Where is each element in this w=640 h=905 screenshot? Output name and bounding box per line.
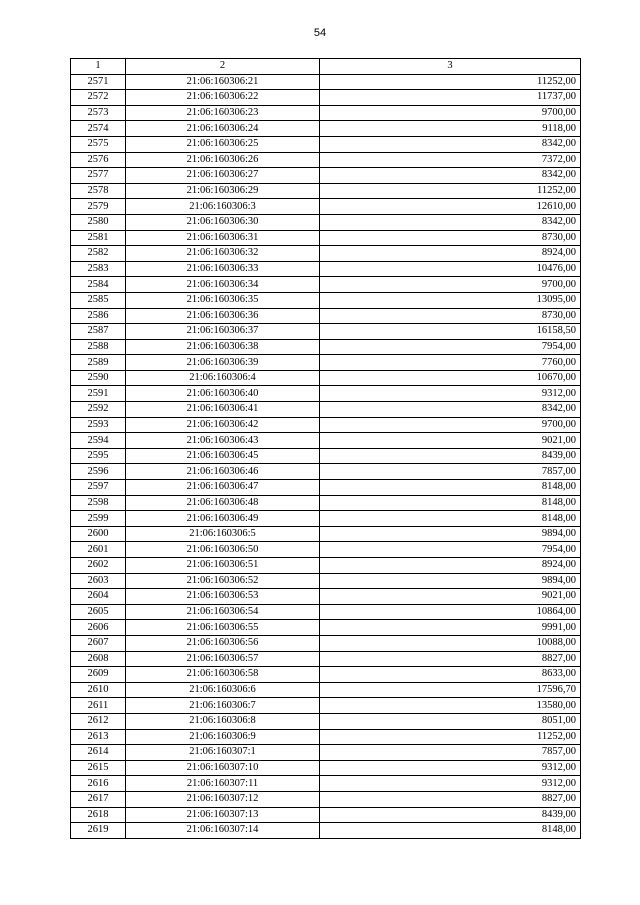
row-number-cell: 2607: [71, 635, 126, 651]
row-number-cell: 2613: [71, 729, 126, 745]
row-number-cell: 2619: [71, 823, 126, 839]
column-header: 3: [320, 59, 581, 75]
value-cell: 9312,00: [320, 776, 581, 792]
table-row: [71, 713, 581, 729]
cadastral-number-cell: 21:06:160306:4: [126, 370, 320, 386]
row-number-cell: 2612: [71, 713, 126, 729]
table-row: [71, 433, 581, 449]
cadastral-number-cell: 21:06:160306:56: [126, 635, 320, 651]
table-row: [71, 199, 581, 215]
cadastral-number-cell: 21:06:160306:45: [126, 448, 320, 464]
value-cell: 13095,00: [320, 292, 581, 308]
cadastral-number-cell: 21:06:160306:52: [126, 573, 320, 589]
cadastral-number-cell: 21:06:160306:7: [126, 698, 320, 714]
cadastral-number-cell: 21:06:160306:9: [126, 729, 320, 745]
value-cell: 8342,00: [320, 402, 581, 418]
table-row: [71, 386, 581, 402]
table-row: [71, 246, 581, 262]
cadastral-number-cell: 21:06:160307:14: [126, 823, 320, 839]
row-number-cell: 2589: [71, 355, 126, 371]
row-number-cell: 2614: [71, 745, 126, 761]
value-cell: 7954,00: [320, 339, 581, 355]
row-number-cell: 2602: [71, 558, 126, 574]
row-number-cell: 2586: [71, 308, 126, 324]
table-row: [71, 183, 581, 199]
table-row: [71, 277, 581, 293]
cadastral-number-cell: 21:06:160307:13: [126, 807, 320, 823]
cadastral-number-cell: 21:06:160306:30: [126, 214, 320, 230]
value-cell: 8148,00: [320, 823, 581, 839]
cadastral-number-cell: 21:06:160307:10: [126, 760, 320, 776]
cadastral-number-cell: 21:06:160306:48: [126, 495, 320, 511]
value-cell: 8148,00: [320, 511, 581, 527]
cadastral-number-cell: 21:06:160306:58: [126, 667, 320, 683]
row-number-cell: 2583: [71, 261, 126, 277]
cadastral-number-cell: 21:06:160306:53: [126, 589, 320, 605]
row-number-cell: 2592: [71, 402, 126, 418]
table-row: [71, 760, 581, 776]
table-row: [71, 745, 581, 761]
row-number-cell: 2584: [71, 277, 126, 293]
table-row: [71, 324, 581, 340]
row-number-cell: 2577: [71, 168, 126, 184]
value-cell: 8924,00: [320, 558, 581, 574]
value-cell: 8827,00: [320, 791, 581, 807]
row-number-cell: 2598: [71, 495, 126, 511]
row-number-cell: 2580: [71, 214, 126, 230]
cadastral-number-cell: 21:06:160306:42: [126, 417, 320, 433]
row-number-cell: 2587: [71, 324, 126, 340]
value-cell: 9991,00: [320, 620, 581, 636]
cadastral-number-cell: 21:06:160306:51: [126, 558, 320, 574]
value-cell: 9021,00: [320, 589, 581, 605]
row-number-cell: 2573: [71, 105, 126, 121]
value-cell: 7954,00: [320, 542, 581, 558]
cadastral-number-cell: 21:06:160306:34: [126, 277, 320, 293]
cadastral-number-cell: 21:06:160306:36: [126, 308, 320, 324]
cadastral-number-cell: 21:06:160306:6: [126, 682, 320, 698]
row-number-cell: 2601: [71, 542, 126, 558]
cadastral-number-cell: 21:06:160306:5: [126, 526, 320, 542]
row-number-cell: 2575: [71, 136, 126, 152]
cadastral-number-cell: 21:06:160306:22: [126, 90, 320, 106]
table-row: [71, 682, 581, 698]
cadastral-number-cell: 21:06:160306:32: [126, 246, 320, 262]
value-cell: 12610,00: [320, 199, 581, 215]
table-row: [71, 589, 581, 605]
cadastral-number-cell: 21:06:160306:37: [126, 324, 320, 340]
row-number-cell: 2605: [71, 604, 126, 620]
cadastral-number-cell: 21:06:160306:8: [126, 713, 320, 729]
cadastral-number-cell: 21:06:160306:29: [126, 183, 320, 199]
table-row: [71, 698, 581, 714]
value-cell: 10864,00: [320, 604, 581, 620]
table-row: [71, 511, 581, 527]
row-number-cell: 2616: [71, 776, 126, 792]
row-number-cell: 2571: [71, 74, 126, 90]
row-number-cell: 2600: [71, 526, 126, 542]
header-row: [71, 59, 581, 75]
value-cell: 13580,00: [320, 698, 581, 714]
cadastral-number-cell: 21:06:160306:35: [126, 292, 320, 308]
value-cell: 8051,00: [320, 713, 581, 729]
row-number-cell: 2590: [71, 370, 126, 386]
value-cell: 8148,00: [320, 495, 581, 511]
value-cell: 7760,00: [320, 355, 581, 371]
row-number-cell: 2582: [71, 246, 126, 262]
value-cell: 9312,00: [320, 386, 581, 402]
cadastral-number-cell: 21:06:160307:11: [126, 776, 320, 792]
cadastral-number-cell: 21:06:160306:40: [126, 386, 320, 402]
cadastral-number-cell: 21:06:160306:24: [126, 121, 320, 137]
table-row: [71, 651, 581, 667]
value-cell: 8730,00: [320, 230, 581, 246]
row-number-cell: 2617: [71, 791, 126, 807]
table-row: [71, 136, 581, 152]
value-cell: 7857,00: [320, 745, 581, 761]
value-cell: 9894,00: [320, 526, 581, 542]
value-cell: 9894,00: [320, 573, 581, 589]
table-row: [71, 214, 581, 230]
cadastral-number-cell: 21:06:160306:54: [126, 604, 320, 620]
table-row: [71, 480, 581, 496]
table-row: [71, 74, 581, 90]
table-row: [71, 339, 581, 355]
value-cell: 8342,00: [320, 214, 581, 230]
cadastral-number-cell: 21:06:160307:12: [126, 791, 320, 807]
row-number-cell: 2576: [71, 152, 126, 168]
row-number-cell: 2585: [71, 292, 126, 308]
table-row: [71, 729, 581, 745]
table-row: [71, 168, 581, 184]
page-number: 54: [313, 27, 327, 39]
cadastral-number-cell: 21:06:160306:49: [126, 511, 320, 527]
row-number-cell: 2581: [71, 230, 126, 246]
table-row: [71, 464, 581, 480]
cadastral-number-cell: 21:06:160306:3: [126, 199, 320, 215]
cadastral-number-cell: 21:06:160306:31: [126, 230, 320, 246]
value-cell: 16158,50: [320, 324, 581, 340]
row-number-cell: 2610: [71, 682, 126, 698]
cadastral-number-cell: 21:06:160306:26: [126, 152, 320, 168]
row-number-cell: 2611: [71, 698, 126, 714]
row-number-cell: 2603: [71, 573, 126, 589]
table-row: [71, 558, 581, 574]
table-row: [71, 308, 581, 324]
cadastral-number-cell: 21:06:160306:47: [126, 480, 320, 496]
table-row: [71, 355, 581, 371]
table-row: [71, 105, 581, 121]
value-cell: 17596,70: [320, 682, 581, 698]
table-row: [71, 791, 581, 807]
table-row: [71, 402, 581, 418]
value-cell: 8342,00: [320, 136, 581, 152]
row-number-cell: 2572: [71, 90, 126, 106]
value-cell: 8439,00: [320, 448, 581, 464]
value-cell: 11252,00: [320, 74, 581, 90]
value-cell: 10476,00: [320, 261, 581, 277]
table-row: [71, 604, 581, 620]
row-number-cell: 2608: [71, 651, 126, 667]
value-cell: 9700,00: [320, 417, 581, 433]
row-number-cell: 2595: [71, 448, 126, 464]
table-row: [71, 526, 581, 542]
table-row: [71, 292, 581, 308]
cadastral-number-cell: 21:06:160306:46: [126, 464, 320, 480]
value-cell: 9700,00: [320, 105, 581, 121]
row-number-cell: 2578: [71, 183, 126, 199]
table-row: [71, 635, 581, 651]
row-number-cell: 2606: [71, 620, 126, 636]
cadastral-number-cell: 21:06:160307:1: [126, 745, 320, 761]
cadastral-number-cell: 21:06:160306:39: [126, 355, 320, 371]
cadastral-number-cell: 21:06:160306:21: [126, 74, 320, 90]
row-number-cell: 2609: [71, 667, 126, 683]
table-row: [71, 620, 581, 636]
data-table: [70, 58, 581, 839]
value-cell: 8827,00: [320, 651, 581, 667]
table-row: [71, 807, 581, 823]
value-cell: 7372,00: [320, 152, 581, 168]
table-row: [71, 573, 581, 589]
row-number-cell: 2593: [71, 417, 126, 433]
row-number-cell: 2596: [71, 464, 126, 480]
table-row: [71, 417, 581, 433]
row-number-cell: 2588: [71, 339, 126, 355]
cadastral-number-cell: 21:06:160306:23: [126, 105, 320, 121]
cadastral-number-cell: 21:06:160306:41: [126, 402, 320, 418]
table-row: [71, 667, 581, 683]
value-cell: 11737,00: [320, 90, 581, 106]
table-row: [71, 542, 581, 558]
value-cell: 10088,00: [320, 635, 581, 651]
table-row: [71, 261, 581, 277]
cadastral-number-cell: 21:06:160306:27: [126, 168, 320, 184]
column-header: 2: [126, 59, 320, 75]
table-row: [71, 448, 581, 464]
value-cell: 9118,00: [320, 121, 581, 137]
cadastral-number-cell: 21:06:160306:33: [126, 261, 320, 277]
row-number-cell: 2579: [71, 199, 126, 215]
value-cell: 9700,00: [320, 277, 581, 293]
table-row: [71, 90, 581, 106]
value-cell: 8342,00: [320, 168, 581, 184]
cadastral-number-cell: 21:06:160306:50: [126, 542, 320, 558]
cadastral-number-cell: 21:06:160306:57: [126, 651, 320, 667]
row-number-cell: 2599: [71, 511, 126, 527]
table-row: [71, 121, 581, 137]
cadastral-number-cell: 21:06:160306:55: [126, 620, 320, 636]
row-number-cell: 2597: [71, 480, 126, 496]
cadastral-number-cell: 21:06:160306:25: [126, 136, 320, 152]
value-cell: 8730,00: [320, 308, 581, 324]
table-row: [71, 152, 581, 168]
value-cell: 8439,00: [320, 807, 581, 823]
value-cell: 8148,00: [320, 480, 581, 496]
table-row: [71, 776, 581, 792]
column-header: 1: [71, 59, 126, 75]
table-body: [71, 74, 581, 838]
table-row: [71, 370, 581, 386]
value-cell: 10670,00: [320, 370, 581, 386]
value-cell: 9021,00: [320, 433, 581, 449]
table-row: [71, 495, 581, 511]
table-row: [71, 230, 581, 246]
value-cell: 7857,00: [320, 464, 581, 480]
row-number-cell: 2591: [71, 386, 126, 402]
row-number-cell: 2594: [71, 433, 126, 449]
row-number-cell: 2618: [71, 807, 126, 823]
table-row: [71, 823, 581, 839]
row-number-cell: 2574: [71, 121, 126, 137]
value-cell: 8924,00: [320, 246, 581, 262]
cadastral-number-cell: 21:06:160306:43: [126, 433, 320, 449]
value-cell: 11252,00: [320, 729, 581, 745]
row-number-cell: 2604: [71, 589, 126, 605]
value-cell: 9312,00: [320, 760, 581, 776]
value-cell: 11252,00: [320, 183, 581, 199]
value-cell: 8633,00: [320, 667, 581, 683]
row-number-cell: 2615: [71, 760, 126, 776]
cadastral-number-cell: 21:06:160306:38: [126, 339, 320, 355]
